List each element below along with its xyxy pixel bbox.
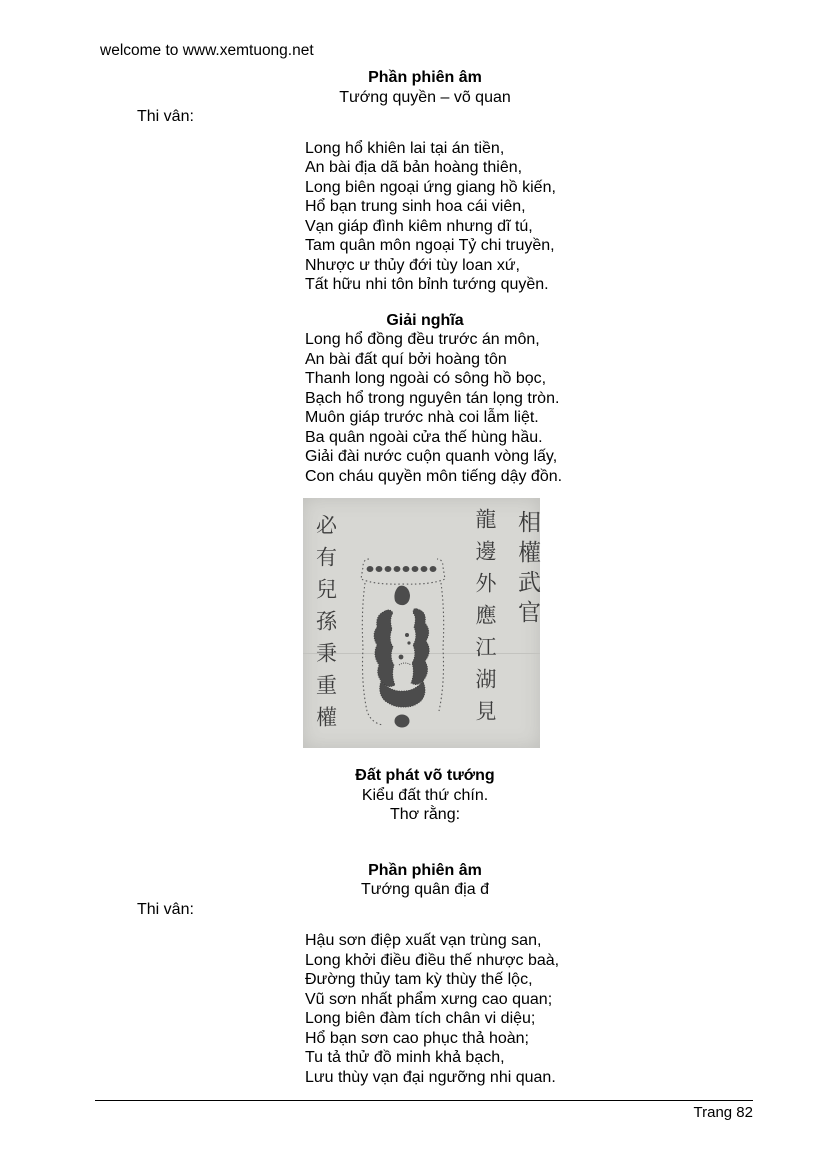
poem-line: Thanh long ngoài có sông hồ bọc, (305, 370, 547, 387)
page-content (95, 68, 755, 1087)
poem-line: An bài địa dã bản hoàng thiên, (305, 159, 523, 176)
poem-line: Con cháu quyền môn tiếng dậy đồn. (305, 467, 563, 485)
poem-line: Tam quân môn ngoại Tỷ chi truyền, (305, 237, 555, 254)
poem-line: Tu tả thử đồ minh khả bạch, (305, 1049, 505, 1066)
poem-line: Ba quân ngoài cửa thế hùng hầu. (305, 428, 543, 446)
section-title-phien-am-2: Phần phiên âm (368, 861, 482, 879)
poem-line: Giải đài nước cuộn quanh vòng lấy, (305, 448, 558, 465)
poem-line: Long biên đàm tích chân vi diệu; (305, 1010, 536, 1027)
land-formation-diagram (355, 553, 451, 738)
poem-line: Hổ bạn sơn cao phục thả hoàn; (305, 1029, 529, 1047)
section-title-giai-nghia: Giải nghĩa (386, 311, 464, 329)
poem-line: Hậu sơn điệp xuất vạn trùng san, (305, 932, 542, 949)
thi-van-label-1: Thi vân: (137, 108, 194, 125)
poem-line: Long hổ đồng đều trước án môn, (305, 331, 540, 348)
site-header: welcome to www.xemtuong.net (100, 42, 314, 59)
poem-line: Lưu thùy vạn đại ngưỡng nhi quan. (305, 1068, 556, 1086)
poem-line: Đường thủy tam kỳ thùy thế lộc, (305, 971, 533, 988)
poem-line: Hổ bạn trung sinh hoa cái viên, (305, 198, 526, 215)
thi-van-label-2: Thi vân: (137, 900, 194, 918)
poem-line: Bạch hổ trong nguyên tán lọng tròn. (305, 389, 560, 407)
poem-line: Long hổ khiên lai tại án tiền, (305, 139, 505, 157)
section-subtitle-phien-am-2: Tướng quân địa đ (361, 881, 489, 898)
poem-line: Long khởi điều điều thế nhược baà, (305, 951, 560, 969)
section-subtitle-phien-am-1: Tướng quyền – võ quan (339, 88, 511, 106)
poem-line: Nhược ư thủy đới tùy loan xứ, (305, 256, 520, 274)
dat-phat-subtitle2: Thơ rằng: (389, 806, 461, 823)
scanned-figure (303, 498, 540, 748)
section-title-dat-phat: Đất phát võ tướng (355, 767, 495, 784)
poem-line: Muôn giáp trước nhà coi lẫm liệt. (305, 409, 539, 426)
figure-caption-right: 相權武官 (514, 510, 540, 630)
poem-line: Vũ sơn nhất phẩm xưng cao quan; (305, 990, 553, 1008)
poem-line: Tất hữu nhi tôn bỉnh tướng quyền. (305, 276, 549, 293)
section-title-phien-am-1: Phần phiên âm (368, 69, 482, 86)
figure-caption-middle: 龍邊外應江湖見 (473, 508, 497, 732)
poem-giai-nghia (305, 330, 755, 486)
poem-phien-am-1 (305, 139, 755, 295)
footer-page-number: Trang 82 (693, 1104, 753, 1121)
poem-phien-am-2 (305, 931, 755, 1087)
poem-line: Long biên ngoại ứng giang hồ kiến, (305, 178, 556, 196)
dat-phat-subtitle1: Kiểu đất thứ chín. (361, 786, 489, 804)
poem-line: Vạn giáp đình kiêm nhưng dĩ tú, (305, 217, 533, 235)
footer-divider (95, 1100, 753, 1101)
poem-line: An bài đất quí bởi hoàng tôn (305, 350, 507, 368)
figure-caption-left: 必有兒孫秉重權 (313, 514, 338, 738)
